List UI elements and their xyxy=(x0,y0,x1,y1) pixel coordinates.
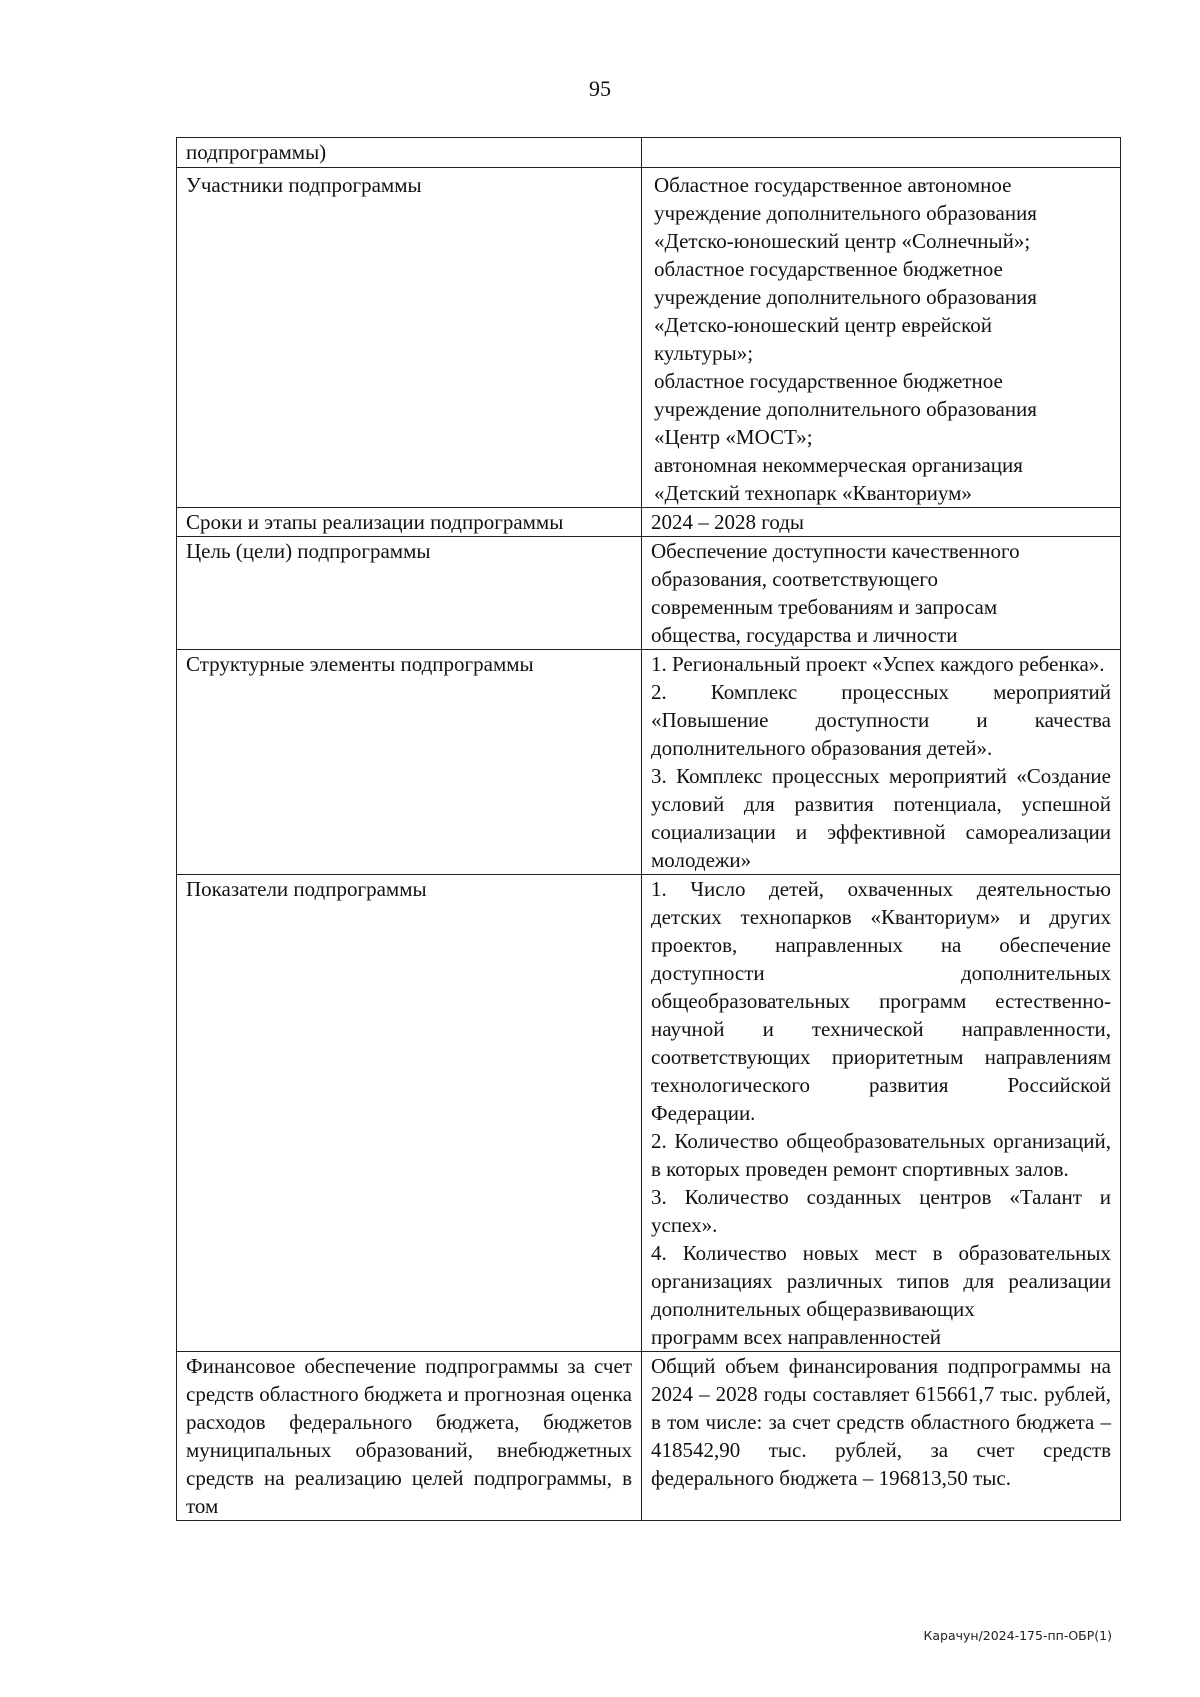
table-row xyxy=(177,650,1121,875)
document-code: Карачун/2024-175-пп-ОБР(1) xyxy=(923,1628,1112,1643)
value-line: учреждение дополнительного образования xyxy=(654,201,1037,225)
value-line: автономная некоммерческая организация xyxy=(654,453,1023,477)
row-label: Цель (цели) подпрограммы xyxy=(177,537,642,650)
structural-element-item: 2. Комплекс процессных мероприятий «Повышение доступности и качества дополнительного образования детей». xyxy=(651,680,1111,760)
value-line: областное государственное бюджетное xyxy=(654,257,1003,281)
table-row xyxy=(177,138,1121,168)
indicator-item: программ всех направленностей xyxy=(651,1325,942,1349)
subprogram-passport-table xyxy=(176,137,1121,1521)
value-line: «Детский технопарк «Кванториум» xyxy=(654,481,972,505)
indicator-item: 3. Количество созданных центров «Талант и успех». xyxy=(651,1185,1111,1237)
funding-text: Общий объем финансирования подпрограммы на 2024 – 2028 годы составляет 615661,7 тыс. рублей, в том числе: за счет средств областного бюджета – 418542,90 тыс. рублей, за счет средств федерального бюджета – 196813,50 тыс. xyxy=(651,1354,1111,1490)
indicator-item: 1. Число детей, охваченных деятельностью детских технопарков «Кванториум» и других проектов, направленных на обеспечение доступности дополнительных общеобразовательных программ естественно-научной и технической направленности, соответствующих приоритетным направлениям технологического развития Российской Федерации. xyxy=(651,877,1111,1125)
row-label: Структурные элементы подпрограммы xyxy=(177,650,642,875)
row-value xyxy=(642,508,1121,537)
table-row xyxy=(177,168,1121,508)
value-line: общества, государства и личности xyxy=(651,623,958,647)
value-line: «Детско-юношеский центр еврейской xyxy=(654,313,992,337)
row-label: Показатели подпрограммы xyxy=(177,875,642,1352)
table-row xyxy=(177,1352,1121,1521)
value-line: Обеспечение доступности качественного xyxy=(651,539,1020,563)
indicator-item: 2. Количество общеобразовательных организаций, в которых проведен ремонт спортивных залов. xyxy=(651,1129,1111,1181)
value-line: областное государственное бюджетное xyxy=(654,369,1003,393)
value-line: современным требованиям и запросам xyxy=(651,595,998,619)
page-number: 95 xyxy=(589,76,611,101)
value-line: учреждение дополнительного образования xyxy=(654,397,1037,421)
row-value xyxy=(642,138,1121,168)
row-value xyxy=(642,1352,1121,1521)
row-value xyxy=(642,650,1121,875)
value-line: образования, соответствующего xyxy=(651,567,939,591)
table-row xyxy=(177,508,1121,537)
structural-element-item: 1. Региональный проект «Успех каждого ребенка». xyxy=(651,652,1105,676)
value-line: Областное государственное автономное xyxy=(654,173,1012,197)
row-label: подпрограммы) xyxy=(177,138,642,168)
value-line: «Центр «МОСТ»; xyxy=(654,425,813,449)
structural-element-item: 3. Комплекс процессных мероприятий «Создание условий для развития потенциала, успешной социализации и эффективной самореализации молодежи» xyxy=(651,764,1111,872)
row-value xyxy=(642,168,1121,508)
value-line: учреждение дополнительного образования xyxy=(654,285,1037,309)
row-label: Сроки и этапы реализации подпрограммы xyxy=(177,508,642,537)
table-row xyxy=(177,875,1121,1352)
row-value xyxy=(642,537,1121,650)
row-label: Финансовое обеспечение подпрограммы за счет средств областного бюджета и прогнозная оценка расходов федерального бюджета, бюджетов муниципальных образований, внебюджетных средств на реализацию целей подпрограммы, в том xyxy=(177,1352,642,1521)
row-value xyxy=(642,875,1121,1352)
value-line: культуры»; xyxy=(654,341,754,365)
indicator-item: 4. Количество новых мест в образовательных организациях различных типов для реализации дополнительных общеразвивающих xyxy=(651,1241,1111,1321)
value-line: «Детско-юношеский центр «Солнечный»; xyxy=(654,229,1031,253)
row-label: Участники подпрограммы xyxy=(177,168,642,508)
value-line: 2024 – 2028 годы xyxy=(651,510,805,534)
table-row xyxy=(177,537,1121,650)
